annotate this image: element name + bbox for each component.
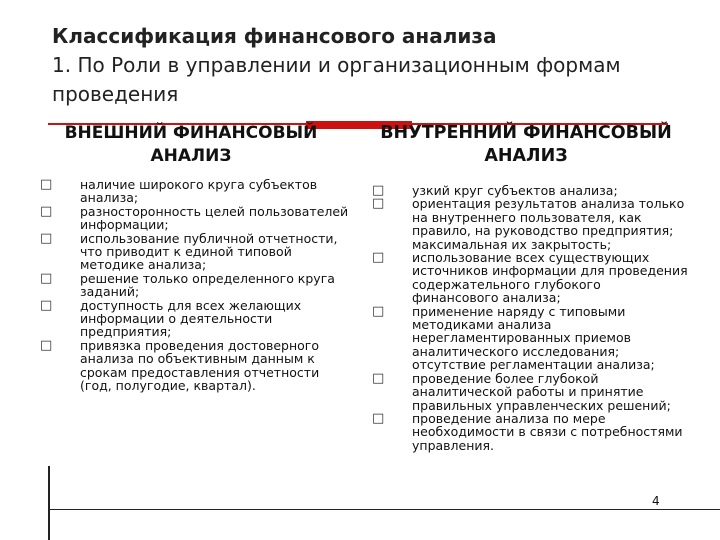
list-item-text: доступность для всех желающих информации о деятельности предприятия;	[80, 297, 302, 340]
checkbox-bullet-icon: □	[372, 196, 385, 212]
list-item-text: проведение более глубокой аналитической работы и принятие правильных управленческих решений;	[412, 370, 671, 413]
list-item-text: проведение анализа по мере необходимости в связи с потребностями управления.	[412, 410, 683, 453]
list-item-text: узкий круг субъектов анализа;	[412, 183, 618, 198]
list-item	[372, 197, 688, 251]
list-item	[40, 339, 350, 393]
list-item-text: разносторонность целей пользователей информации;	[80, 203, 349, 233]
list-item	[372, 251, 688, 305]
list-item-text: использование всех существующих источников информации для проведения содержательного глубокого финансового анализа;	[412, 250, 688, 306]
checkbox-bullet-icon: □	[372, 303, 385, 319]
list-item	[372, 372, 688, 412]
list-item-text: использование публичной отчетности, что приводит к единой типовой методике анализа;	[80, 230, 338, 273]
right-column-heading: ВНУТРЕННИЙ ФИНАНСОВЫЙ АНАЛИЗ	[380, 123, 672, 166]
list-item-text: привязка проведения достоверного анализа по объективным данным к срокам предоставления отчетности (год, полугодие, квартал).	[80, 337, 320, 394]
list-item	[372, 412, 688, 452]
list-item-text: решение только определенного круга заданий;	[80, 270, 335, 300]
checkbox-bullet-icon: □	[372, 370, 385, 386]
list-item	[372, 184, 688, 197]
page-number: 4	[652, 494, 660, 508]
list-item	[372, 305, 688, 372]
checkbox-bullet-icon: □	[40, 230, 53, 246]
title-main: Классификация финансового анализа	[52, 24, 497, 48]
list-item	[40, 272, 350, 299]
checkbox-bullet-icon: □	[40, 203, 53, 219]
list-item-text: применение наряду с типовыми методиками анализа нерегламентированных приемов аналитического исследования; отсутствие регламентации анализа;	[412, 303, 655, 373]
left-column-heading: ВНЕШНИЙ ФИНАНСОВЫЙ АНАЛИЗ	[64, 123, 318, 166]
checkbox-bullet-icon: □	[372, 250, 385, 266]
checkbox-bullet-icon: □	[372, 183, 385, 198]
checkbox-bullet-icon: □	[40, 177, 53, 192]
checkbox-bullet-icon: □	[372, 410, 385, 426]
left-rule	[48, 466, 50, 540]
slide-title	[52, 22, 692, 109]
right-column-list	[372, 184, 688, 452]
bottom-rule	[48, 509, 720, 510]
list-item	[40, 299, 350, 339]
checkbox-bullet-icon: □	[40, 297, 53, 313]
list-item	[40, 178, 350, 205]
checkbox-bullet-icon: □	[40, 270, 53, 286]
checkbox-bullet-icon: □	[40, 337, 53, 353]
left-column-list	[40, 178, 350, 393]
title-subtitle: 1. По Роли в управлении и организационным формам проведения	[52, 53, 621, 106]
list-item-text: наличие широкого круга субъектов анализа;	[80, 177, 318, 206]
list-item-text: ориентация результатов анализа только на внутреннего пользователя, как правило, на руководство предприятия; максимальная их закрытость;	[412, 196, 685, 252]
list-item	[40, 232, 350, 272]
list-item	[40, 205, 350, 232]
